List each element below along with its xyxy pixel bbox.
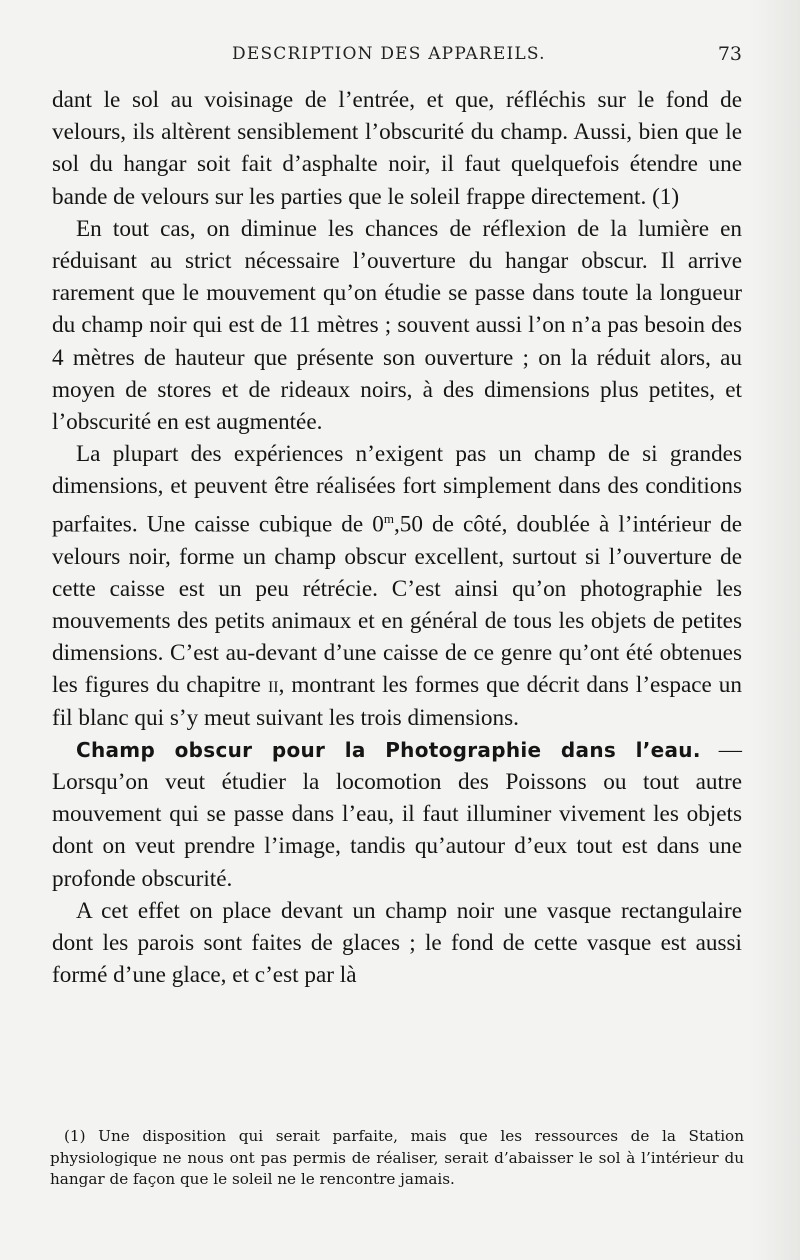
paragraph-3-part-a: La plupart des expériences n’exigent pas un champ de si grandes dimensions, et peuvent être réalisées fort simplement dans des conditions parfaites. Une caisse cubique de 0: [52, 441, 742, 538]
meter-superscript: m: [383, 510, 394, 526]
paragraph-3: [52, 438, 742, 734]
footnote: (1) Une disposition qui serait parfaite, mais que les ressources de la Station physiologique ne nous ont pas permis de réaliser, serait d’abaisser le sol à l’intérieur du hangar de façon que le soleil ne le rencontre jamais.: [50, 1127, 744, 1189]
running-header: [52, 40, 742, 80]
body-text: [52, 84, 742, 991]
page-number: 73: [717, 43, 742, 65]
running-title: DESCRIPTION DES APPAREILS.: [232, 44, 546, 64]
paragraph-2: En tout cas, on diminue les chances de réflexion de la lumière en réduisant au strict nécessaire l’ouverture du hangar obscur. Il arrive rarement que le mouvement qu’on étudie se passe dans toute la longueur du champ noir qui est de 11 mètres ; souvent aussi l’on n’a pas besoin des 4 mètres de hauteur que présente son ouverture ; on la réduit alors, au moyen de stores et de rideaux noirs, à des dimensions plus petites, et l’obscurité en est augmentée.: [52, 215, 742, 436]
paragraph-3-part-b: ,50 de côté, doublée à l’intérieur de velours noir, forme un champ obscur excellent, surtout si l’ouverture de cette caisse est un peu rétrécie. C’est ainsi qu’on photographie les mouvements des petits animaux et en général de tous les objets de petites dimensions. C’est au-devant d’une caisse de ce genre qu’ont été obtenues les figures du chapitre: [52, 511, 742, 699]
paragraph-3-part-c: , montrant les formes que décrit dans l’espace un fil blanc qui s’y meut suivant les trois dimensions.: [52, 672, 742, 731]
paragraph-4-text: — Lorsqu’on veut étudier la locomotion des Poissons ou tout autre mouvement qui se passe dans l’eau, il faut illuminer vivement les objets dont on veut prendre l’image, tandis qu’autour d’eux tout est dans une profonde obscurité.: [52, 736, 742, 892]
chapter-number: ii: [267, 672, 279, 699]
section-heading: Champ obscur pour la Photographie dans l’eau.: [76, 737, 701, 762]
paragraph-1: dant le sol au voisinage de l’entrée, et que, réfléchis sur le fond de velours, ils altèrent sensiblement l’obscurité du champ. Aussi, bien que le sol du hangar soit fait d’asphalte noir, il faut quelquefois étendre une bande de velours sur les parties que le soleil frappe directement. (1): [52, 87, 742, 210]
page-edge-shadow: [752, 0, 800, 1260]
paragraph-5: A cet effet on place devant un champ noir une vasque rectangulaire dont les parois sont faites de glaces ; le fond de cette vasque est aussi formé d’une glace, et c’est par là: [52, 897, 742, 989]
paragraph-4: [52, 734, 742, 895]
